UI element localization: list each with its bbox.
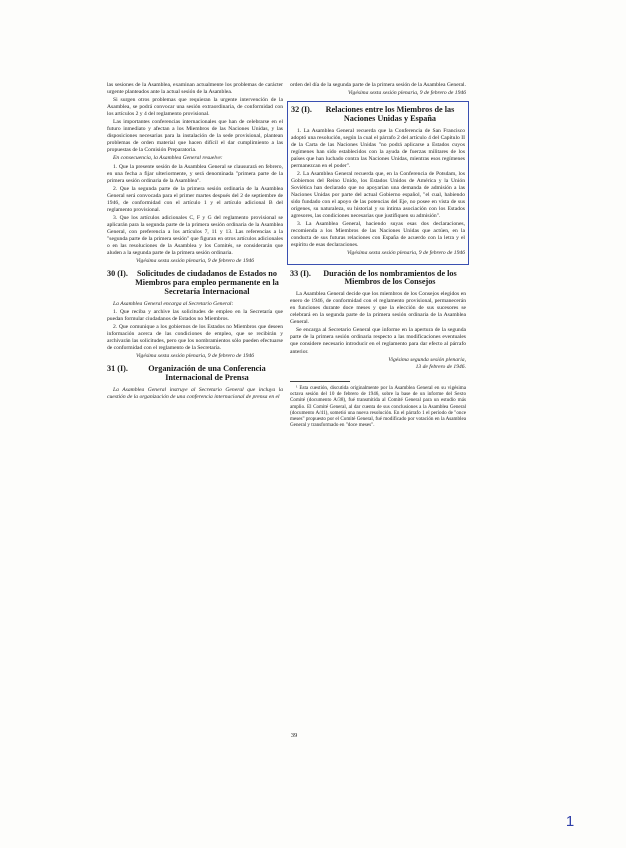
resolution-item-2: 2. Que la segunda parte de la primera sesión ordinaria de la Asamblea General será convocada para el primer martes después del 2 de septiembre de 1946, de conformidad con el artículo 1 y el artículo adicional B del reglamento provisional. (107, 185, 283, 213)
section-30-item-2: 2. Que comunique a los gobiernos de los Estados no Miembros que deseen información acerca de las condiciones de empleo, que se recibirán y archivarán las solicitudes, pero que los nombramientos sólo pueden efectuarse de conformidad con el reglamento de la Secretaría. (107, 323, 283, 351)
corner-mark: 1 (565, 813, 575, 830)
resolves-line: En consecuencia, la Asamblea General resuelve: (113, 155, 223, 162)
footnote: ¹ Esta cuestión, discutida originalmente por la Asamblea General en su vigésima octava sesión del 10 de febrero de 1946, sobre la base de un informe del Sexto Comité (documento A/38), fué transmitida al Comité General para un estudio más amplio. El Comité General, al dar cuenta de sus conclusiones a la Asamblea General (documento A/41), sometió una nueva resolución. En el párrafo 1 el período de "once meses" propuesto por el Comité General, fué modificado por votación en la Asamblea General y transformado en "doce meses". (290, 384, 466, 429)
section-32-title: Relaciones entre los Miembros de las Naciones Unidas y España (325, 105, 455, 123)
section-31-number: 31 (I). (107, 363, 128, 373)
session-signature: Vigésima sexta sesión plenaria, 9 de febrero de 1946 (135, 258, 255, 265)
section-30-heading (107, 270, 283, 296)
section-31-heading (107, 365, 283, 383)
resolution-item-1: 1. Que la presente sesión de la Asamblea General se clausurará en febrero, en una fecha a fijar ulteriormente, y será denominada "primera parte de la primera sesión ordinaria de la Asamblea". (107, 163, 283, 184)
resolution-item-3: 3. Que los artículos adicionales C, F y G del reglamento provisional se aplicarán para la segunda parte de la primera sesión ordinaria de la Asamblea General, con preferencia a los artículos 7, 11 y 13. Las referencias a la "segunda parte de la primera sesión" que figuran en otros artículos adicionales o en las resoluciones de la Asamblea y los Comités, se considerarán que aluden a la segunda parte de la primera sesión ordinaria. (107, 214, 283, 257)
top-signature: Vigésima sexta sesión plenaria, 9 de febrero de 1946 (347, 90, 466, 97)
section-31-text: La Asamblea General instruye al Secretario General que incluya la cuestión de la organización de una conferencia internacional de prensa en el (107, 386, 283, 400)
section-30-title: Solicitudes de ciudadanos de Estados no Miembros para empleo permanente en la Secretaría Internacional (135, 269, 279, 296)
section-33-title: Duración de los nombramientos de los Miembros de los Consejos (323, 268, 457, 287)
section-32-number: 32 (I). (291, 105, 312, 115)
section-32-box (287, 101, 469, 264)
footnote-divider (290, 381, 350, 382)
section-33-signature-line-2: 13 de febrero de 1946. (415, 363, 466, 370)
section-33-paragraph-1: La Asamblea General decide que los miembros de los Consejos elegidos en enero de 1946, de conformidad con el reglamento provisional, permanecerán en funciones durante doce meses y que la elección de sus sucesores se celebrará en la segunda parte de la primera sesión ordinaria de la Asamblea General. (290, 291, 466, 326)
continued-text: orden del día de la segunda parte de la primera sesión de la Asamblea General. (290, 82, 466, 88)
left-column (107, 82, 283, 402)
intro-paragraph-2: Si surgen otros problemas que requieran la urgente intervención de la Asamblea, se podrá convocar una sesión extraordinaria, de conformidad con los artículos 2 y 4 del reglamento provisional. (107, 97, 283, 118)
section-30-signature: Vigésima sexta sesión plenaria, 9 de febrero de 1946 (135, 352, 255, 359)
section-32-signature: Vigésima sexta sesión plenaria, 9 de febrero de 1946 (346, 250, 465, 257)
page-number: 39 (290, 732, 298, 739)
section-32-heading (291, 106, 465, 124)
intro-paragraph-1: las sesiones de la Asamblea, examinan actualmente los problemas de carácter urgente planteados ante la actual sesión de la Asamblea. (107, 82, 283, 96)
section-33-heading (290, 270, 466, 288)
section-33-signature-line-1: Vigésima segunda sesión plenaria, (388, 356, 466, 363)
section-32-item-2: 2. La Asamblea General recuerda que, en la Conferencia de Potsdam, los Gobiernos del Reino Unido, los Estados Unidos de América y la Unión Soviética han declarado que no apoyarían una demanda de admisión a las Naciones Unidas por parte del actual Gobierno español, "el cual, habiendo sido fundado con el apoyo de las potencias del Eje, no posee en vista de sus orígenes, su naturaleza, su historial y su íntima asociación con los Estados agresores, las condiciones necesarias que justifiquen su admisión". (291, 170, 465, 220)
section-30-number: 30 (I). (107, 269, 128, 279)
intro-paragraph-3: Las importantes conferencias internacionales que han de celebrarse en el futuro inmediato y afectan a los Miembros de las Naciones Unidas, y las disposiciones necesarias para la instalación de la sede provisional, plantean problemas de orden material que hacen difícil el dar cumplimiento a las propuestas de la Comisión Preparatoria. (107, 119, 283, 154)
section-32-item-1: 1. La Asamblea General recuerda que la Conferencia de San Francisco adoptó una resolución, según la cual el párrafo 2 del artículo 4 del Capítulo II de la Carta de las Naciones Unidas "no podrá aplicarse a Estados cuyos regímenes han sido establecidos con la ayuda de fuerzas militares de los países que han luchado contra las Naciones Unidas, mientras esos regímenes permanezcan en el poder". (291, 127, 465, 169)
section-33-paragraph-2: Se encarga al Secretario General que informe en la apertura de la segunda parte de la primera sesión ordinaria respecto a las modificaciones eventuales que considere necesario introducir en el reglamento para dar efecto al párrafo anterior. (290, 327, 466, 355)
section-30-lead: La Asamblea General encarga al Secretario General: (113, 300, 234, 307)
right-column (290, 82, 466, 430)
section-30-item-1: 1. Que reciba y archive las solicitudes de empleo en la Secretaría que puedan formular ciudadanos de Estados no Miembros. (107, 308, 283, 322)
section-33-number: 33 (I). (290, 268, 311, 278)
section-31-title: Organización de una Conferencia Internacional de Prensa (148, 363, 266, 382)
section-32-item-3: 3. La Asamblea General, haciendo suyas esas dos declaraciones, recomienda a los Miembros de las Naciones Unidas que actúen, en la conducta de sus futuras relaciones con España de acuerdo con la letra y el espíritu de esas declaraciones. (291, 221, 465, 249)
